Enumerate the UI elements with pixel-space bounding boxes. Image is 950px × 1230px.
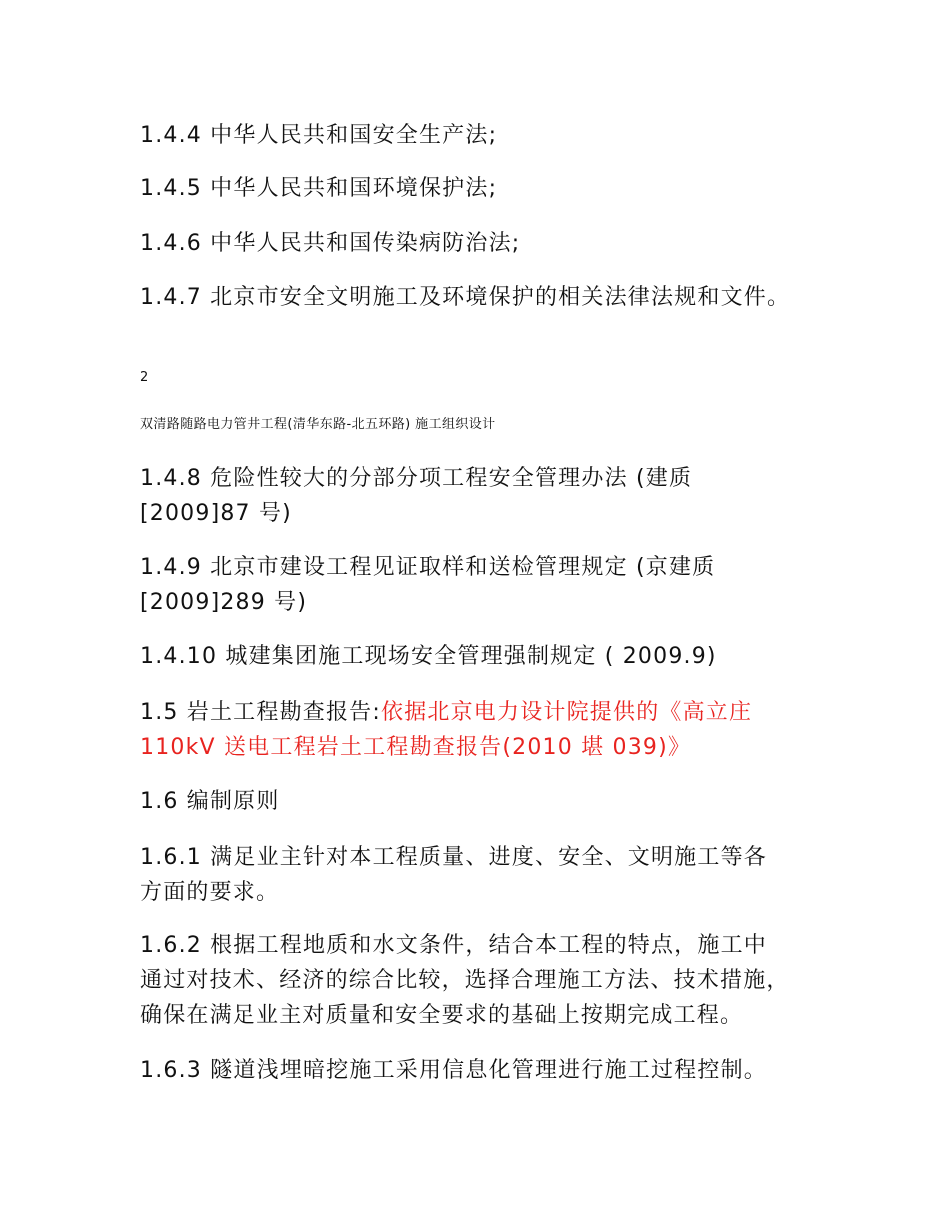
item-1-4-5: 1.4.5 中华人民共和国环境保护法;: [140, 176, 498, 201]
item-1-6: 1.6 编制原则: [140, 789, 280, 814]
item-1-4-10: 1.4.10 城建集团施工现场安全管理强制规定 ( 2009.9): [140, 644, 717, 669]
item-1-6-1: 1.6.1 满足业主针对本工程质量、进度、安全、文明施工等各 方面的要求。: [140, 845, 767, 905]
item-1-4-9: 1.4.9 北京市建设工程见证取样和送检管理规定 (京建质 [2009]289 号): [140, 555, 716, 615]
item-1-4-4: 1.4.4 中华人民共和国安全生产法;: [140, 123, 498, 148]
item-1-4-6: 1.4.6 中华人民共和国传染病防治法;: [140, 231, 521, 256]
item-1-6-3: 1.6.3 隧道浅埋暗挖施工采用信息化管理进行施工过程控制。: [140, 1058, 767, 1083]
item-1-4-7: 1.4.7 北京市安全文明施工及环境保护的相关法律法规和文件。: [140, 285, 791, 310]
item-1-4-8: 1.4.8 危险性较大的分部分项工程安全管理办法 (建质 [2009]87 号): [140, 466, 693, 526]
item-1-6-2: 1.6.2 根据工程地质和水文条件，结合本工程的特点，施工中 通过对技术、经济的综合比较，选择合理施工方法、技术措施， 确保在满足业主对质量和安全要求的基础上按期完成工程。: [140, 933, 790, 1028]
item-1-5-highlight-line-1: 依据北京电力设计院提供的《高立庄: [381, 700, 753, 725]
item-1-5: [140, 695, 840, 765]
item-1-5-highlight-line-2: 110kV 送电工程岩土工程勘查报告(2010 堪 039)》: [140, 735, 692, 760]
running-header: 双清路随路电力管井工程(清华东路-北五环路) 施工组织设计: [140, 417, 496, 432]
page-number: 2: [140, 370, 149, 385]
item-1-5-prefix: 1.5 岩土工程勘查报告:: [140, 700, 381, 725]
